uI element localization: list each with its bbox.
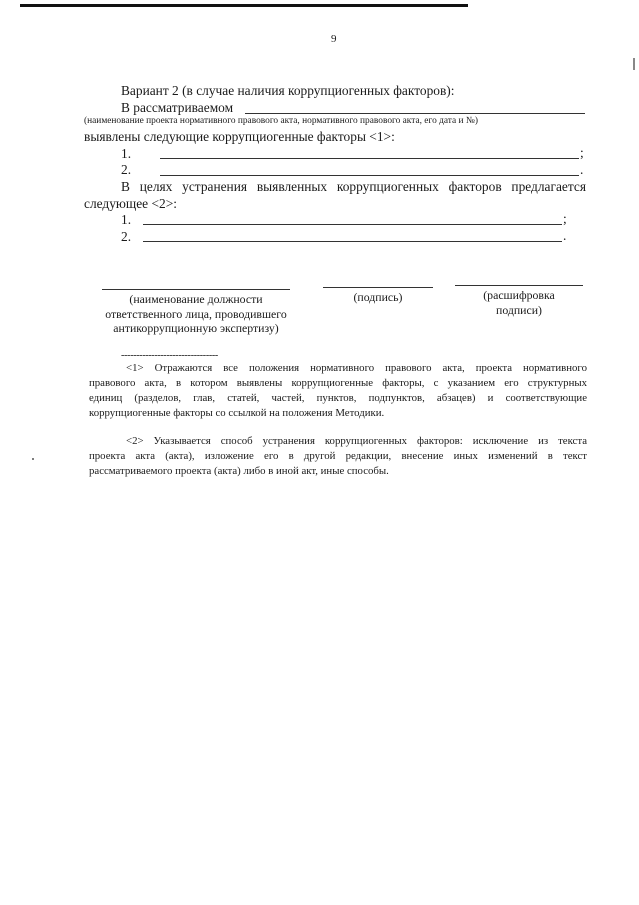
footnote-1-line-4: коррупциогенные факторы со ссылкой на положения Методики. <box>89 407 385 419</box>
footnote-1-line-2: правового акта, в котором выявлены коррупциогенные факторы, с указанием его структурных <box>89 377 587 389</box>
decoding-line <box>455 285 583 286</box>
proposal-item-2-number: 2. <box>121 229 132 244</box>
proposal-item-1-line <box>143 224 562 225</box>
footnote-1-line-1: <1> Отражаются все положения нормативного правового акта, проекта нормативного <box>126 362 587 374</box>
position-caption <box>96 292 296 336</box>
proposal-text-line-2: следующее <2>: <box>84 196 177 211</box>
in-considered-label: В рассматриваемом <box>121 100 234 115</box>
factor-item-1-number: 1. <box>121 146 132 161</box>
factor-item-1-line <box>160 158 579 159</box>
footnote-1-line-3: единиц (разделов, глав, статей, частей, пунктов, подпунктов, абзацев) и соответствующие <box>89 392 587 404</box>
signature-line <box>323 287 433 288</box>
footnote-2-line-2: проекта акта (акта), изложение его в другой редакции, внесение иных изменений в текст <box>89 450 587 462</box>
factor-item-2-end: . <box>580 162 584 177</box>
proposal-item-2-line <box>143 241 562 242</box>
decoding-caption-line-2: подписи) <box>496 302 542 317</box>
factor-item-1-end: ; <box>580 145 584 160</box>
footnote-separator: -------------------------------- <box>121 350 218 361</box>
proposal-item-2-end: . <box>563 228 567 243</box>
proposal-text-line-1: В целях устранения выявленных коррупциогенных факторов предлагается <box>121 179 586 194</box>
scan-edge-top <box>20 4 468 7</box>
position-caption-line-3: антикоррупционную экспертизу) <box>113 321 279 335</box>
scan-edge-mark <box>633 58 635 70</box>
factor-item-2-number: 2. <box>121 162 132 177</box>
position-caption-line-1: (наименование должности <box>129 292 263 306</box>
act-name-hint: (наименование проекта нормативного правового акта, нормативного правового акта, его дата и №) <box>84 116 478 126</box>
decoding-caption-line-1: (расшифровка <box>483 288 555 302</box>
footnote-2-line-1: <2> Указывается способ устранения коррупциогенных факторов: исключение из текста <box>126 435 587 447</box>
factor-item-2-line <box>160 175 579 176</box>
variant-heading: Вариант 2 (в случае наличия коррупциогенных факторов): <box>121 83 455 98</box>
position-signature-line <box>102 289 290 290</box>
proposal-item-1-number: 1. <box>121 212 132 227</box>
act-name-line <box>245 113 585 114</box>
decoding-caption <box>460 288 578 317</box>
signature-caption: (подпись) <box>353 290 403 304</box>
page-number: 9 <box>331 33 337 45</box>
proposal-item-1-end: ; <box>563 211 567 226</box>
footnote-2-line-3: рассматриваемого проекта (акта) либо в иной акт, иные способы. <box>89 465 389 477</box>
factors-found-text: выявлены следующие коррупциогенные факторы <1>: <box>84 129 395 144</box>
position-caption-line-2: ответственного лица, проводившего <box>105 306 287 321</box>
scan-speck <box>32 458 34 460</box>
